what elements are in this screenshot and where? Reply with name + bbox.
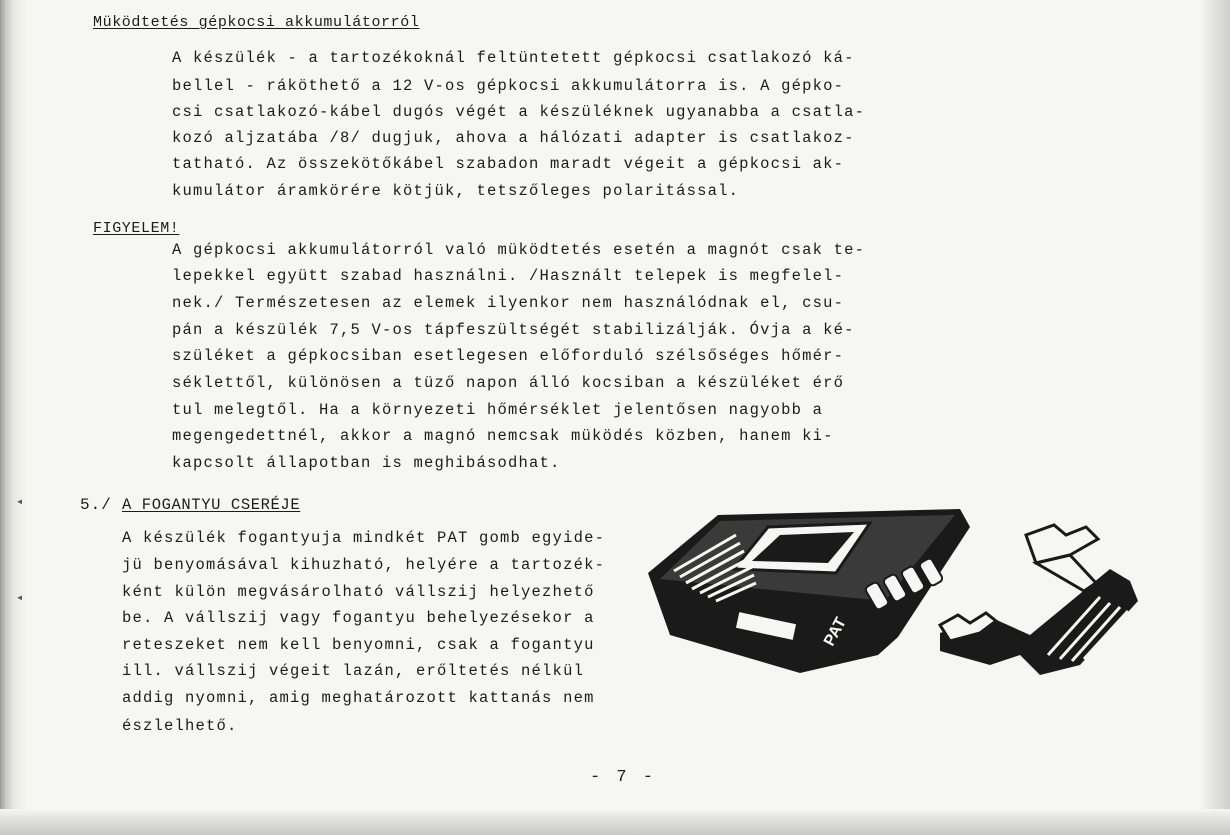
recorder-drawing — [640, 505, 1145, 685]
cassette-recorder-with-handle-illustration — [640, 505, 1145, 685]
paragraph-line: be. A vállszij vagy fogantyu behelyezésekor a — [122, 609, 595, 627]
paragraph-line: kozó aljzatába /8/ dugjuk, ahova a hálózati adapter is csatlakoz- — [172, 129, 855, 147]
paragraph-line: addig nyomni, amig meghatározott kattanás nem — [122, 689, 595, 707]
paragraph-line: kumulátor áramkörére kötjük, tetszőleges polaritással. — [172, 182, 740, 200]
paragraph-line: reteszeket nem kell benyomni, csak a fogantyu — [122, 636, 595, 654]
paragraph-line: észlelhető. — [122, 717, 238, 735]
paragraph-line: tul melegtől. Ha a környezeti hőmérséklet jelentősen nagyobb a — [172, 401, 824, 419]
paragraph-line: jü benyomásával kihuzható, helyére a tartozék- — [122, 556, 606, 574]
paragraph-line: A készülék - a tartozékoknál feltüntetett gépkocsi csatlakozó ká- — [172, 49, 855, 67]
paragraph-line: A készülék fogantyuja mindkét PAT gomb egyide- — [122, 529, 606, 547]
page-bottom-edge — [0, 809, 1230, 835]
paragraph-line: lepekkel együtt szabad használni. /Használt telepek is megfelel- — [172, 267, 845, 285]
section-heading-handle-replacement: A FOGANTYU CSERÉJE — [122, 496, 301, 514]
paragraph-line: szüléket a gépkocsiban esetlegesen előforduló szélsőséges hőmér- — [172, 347, 845, 365]
page-number: - 7 - — [590, 768, 657, 787]
paragraph-line: nek./ Természetesen az elemek ilyenkor nem használódnak el, csu- — [172, 294, 845, 312]
warning-heading: FIGYELEM! — [93, 220, 180, 237]
device-label: PAT — [821, 614, 850, 649]
section-heading-car-battery: Müködtetés gépkocsi akkumulátorról — [93, 14, 420, 31]
paragraph-line: bellel - ráköthető a 12 V-os gépkocsi akkumulátorra is. A gépko- — [172, 77, 845, 95]
page-right-edge — [1200, 0, 1230, 835]
paragraph-line: csi csatlakozó-kábel dugós végét a készüléknek ugyanabba a csatla- — [172, 103, 866, 121]
paragraph-line: A gépkocsi akkumulátorról való müködtetés esetén a magnót csak te- — [172, 241, 866, 259]
paragraph-line: tatható. Az összekötőkábel szabadon maradt végeit a gépkocsi ak- — [172, 155, 845, 173]
section-number: 5./ — [80, 496, 112, 514]
paragraph-line: séklettől, különösen a tüző napon álló kocsiban a készüléket érő — [172, 374, 845, 392]
page-binding-shadow — [0, 0, 28, 835]
handle-icon — [940, 525, 1138, 675]
margin-mark: ◂ — [16, 591, 24, 605]
paragraph-line: ként külön megvásárolható vállszij helyezhető — [122, 583, 595, 601]
margin-mark: ◂ — [16, 495, 24, 509]
paragraph-line: pán a készülék 7,5 V-os tápfeszültségét stabilizálják. Óvja a ké- — [172, 321, 855, 339]
paragraph-line: kapcsolt állapotban is meghibásodhat. — [172, 454, 561, 472]
paragraph-line: ill. vállszij végeit lazán, erőltetés nélkül — [122, 662, 585, 680]
paragraph-line: megengedettnél, akkor a magnó nemcsak müködés közben, hanem ki- — [172, 427, 834, 445]
